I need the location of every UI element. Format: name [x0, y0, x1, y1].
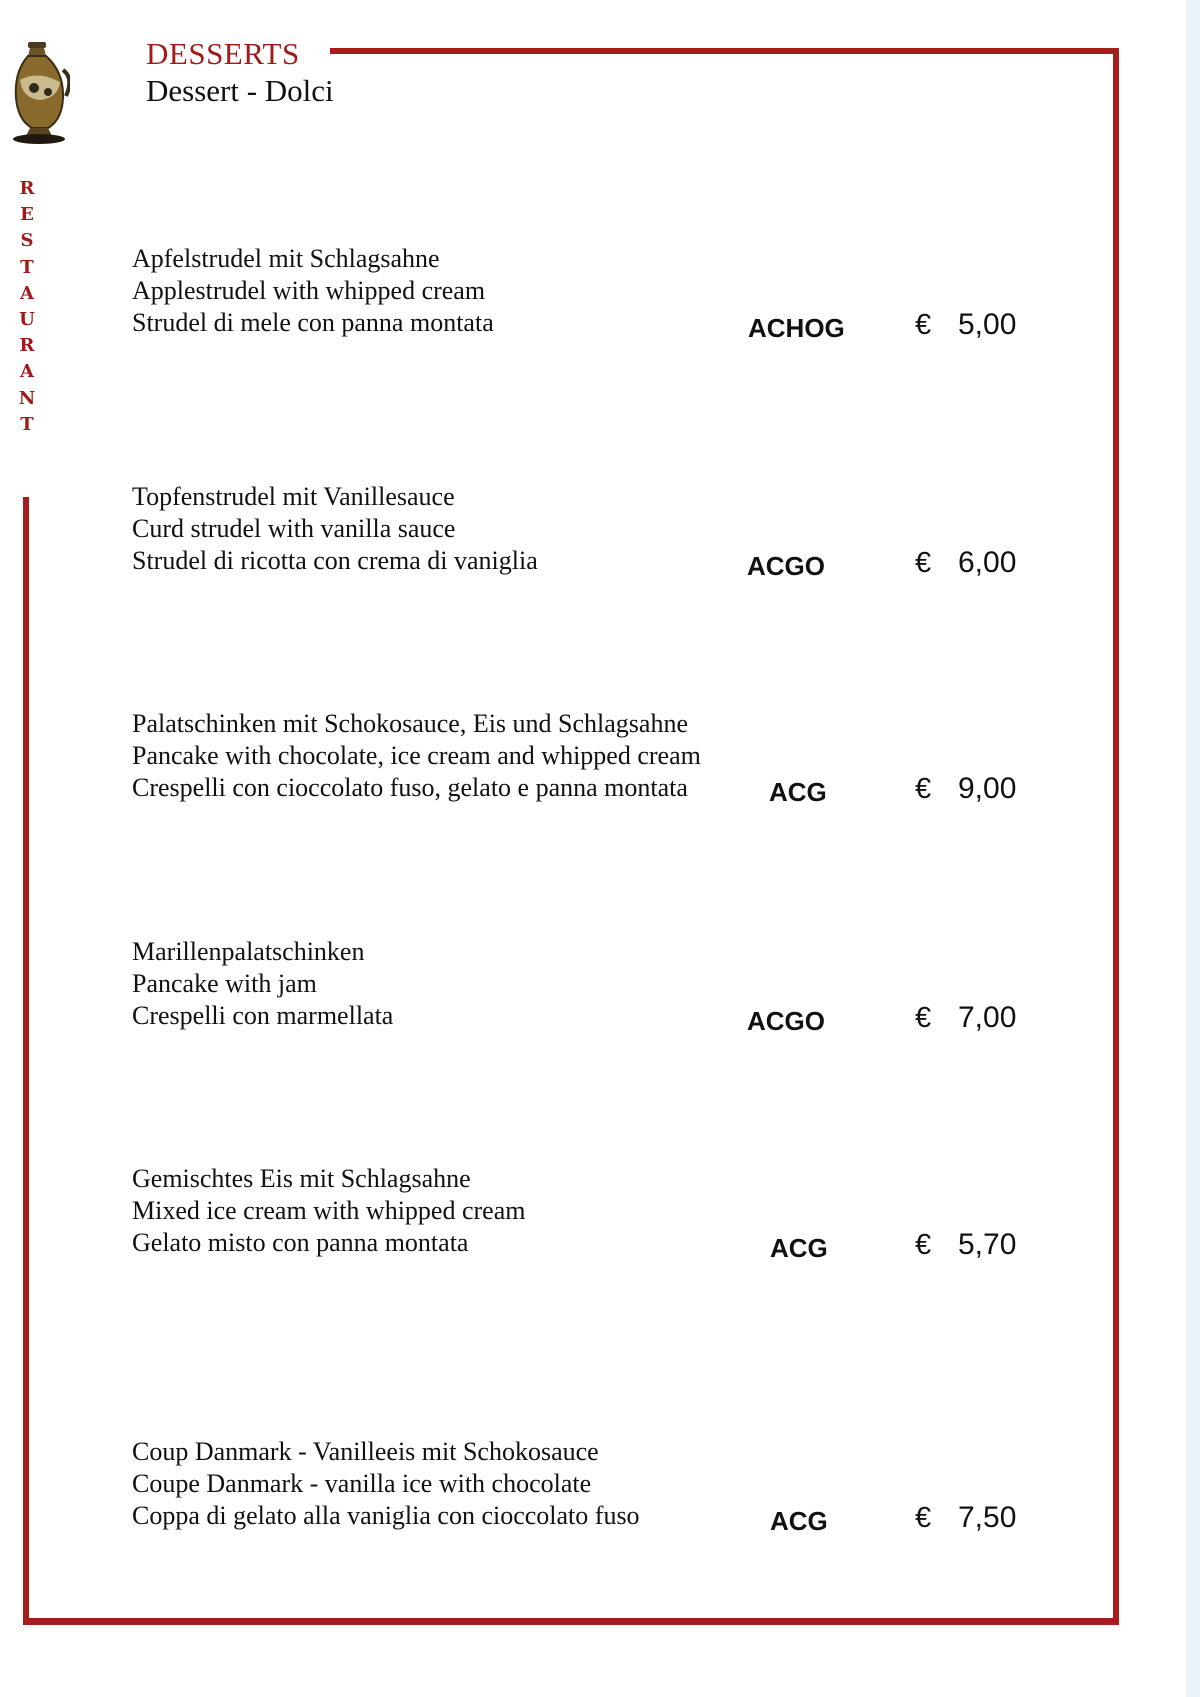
item-price: 5,00: [958, 308, 1017, 341]
allergen-codes: ACG: [770, 1233, 828, 1263]
item-name-de: Gemischtes Eis mit Schlagsahne: [132, 1164, 471, 1193]
item-price: 6,00: [958, 546, 1017, 579]
side-letter: A: [20, 282, 34, 304]
item-name-it: Crespelli con marmellata: [132, 1001, 394, 1030]
item-name-it: Gelato misto con panna montata: [132, 1228, 469, 1257]
allergen-codes: ACGO: [747, 551, 825, 581]
item-name-en: Pancake with chocolate, ice cream and whipped cream: [132, 741, 701, 770]
item-name-de: Marillenpalatschinken: [132, 937, 365, 966]
item-price: 9,00: [958, 772, 1017, 805]
menu-item: [0, 936, 1100, 1046]
currency-symbol: €: [915, 547, 932, 579]
allergen-codes: ACGO: [747, 1006, 825, 1036]
allergen-codes: ACG: [769, 777, 827, 807]
side-letter: T: [20, 256, 34, 278]
menu-item: [0, 243, 1100, 353]
allergen-codes: ACG: [770, 1506, 828, 1536]
item-name-en: Applestrudel with whipped cream: [132, 276, 486, 305]
frame-right-border: [1113, 48, 1119, 1625]
side-letter: R: [19, 335, 35, 357]
page-edge: [1186, 0, 1200, 1697]
currency-symbol: €: [915, 773, 932, 805]
item-name-en: Curd strudel with vanilla sauce: [132, 514, 456, 543]
frame-top-border: [330, 48, 1119, 54]
item-price: 7,50: [958, 1501, 1017, 1534]
menu-item: [0, 1436, 1100, 1546]
currency-symbol: €: [915, 309, 932, 341]
item-name-it: Crespelli con cioccolato fuso, gelato e panna montata: [132, 773, 688, 802]
currency-symbol: €: [915, 1502, 932, 1534]
side-letter: R: [19, 178, 35, 199]
side-letter: A: [20, 361, 34, 383]
item-name-it: Strudel di mele con panna montata: [132, 308, 494, 337]
item-name-it: Coppa di gelato alla vaniglia con cioccolato fuso: [132, 1501, 640, 1530]
menu-item: [0, 1163, 1100, 1273]
item-name-it: Strudel di ricotta con crema di vaniglia: [132, 546, 538, 575]
page-title: DESSERTS: [146, 36, 300, 71]
side-letter: N: [18, 387, 36, 409]
side-letter: U: [19, 309, 35, 331]
item-name-en: Pancake with jam: [132, 969, 317, 998]
item-name-de: Apfelstrudel mit Schlagsahne: [132, 244, 440, 273]
frame-bottom-border: [23, 1618, 1119, 1625]
item-name-en: Mixed ice cream with whipped cream: [132, 1196, 526, 1225]
item-name-de: Topfenstrudel mit Vanillesauce: [132, 482, 455, 511]
side-letter: E: [20, 204, 34, 226]
item-name-en: Coupe Danmark - vanilla ice with chocolate: [132, 1469, 592, 1498]
menu-item: [0, 708, 1100, 818]
item-name-de: Coup Danmark - Vanilleeis mit Schokosauce: [132, 1437, 599, 1466]
item-price: 5,70: [958, 1228, 1017, 1261]
side-letter: T: [20, 413, 34, 435]
item-name-de: Palatschinken mit Schokosauce, Eis und Schlagsahne: [132, 709, 689, 738]
currency-symbol: €: [915, 1229, 932, 1261]
wine-jug-logo-icon: [8, 40, 70, 145]
page-subtitle: Dessert - Dolci: [146, 73, 334, 108]
allergen-codes: ACHOG: [748, 313, 845, 343]
menu-item: [0, 481, 1100, 591]
item-price: 7,00: [958, 1001, 1017, 1034]
side-letter: S: [20, 230, 34, 252]
currency-symbol: €: [915, 1002, 932, 1034]
